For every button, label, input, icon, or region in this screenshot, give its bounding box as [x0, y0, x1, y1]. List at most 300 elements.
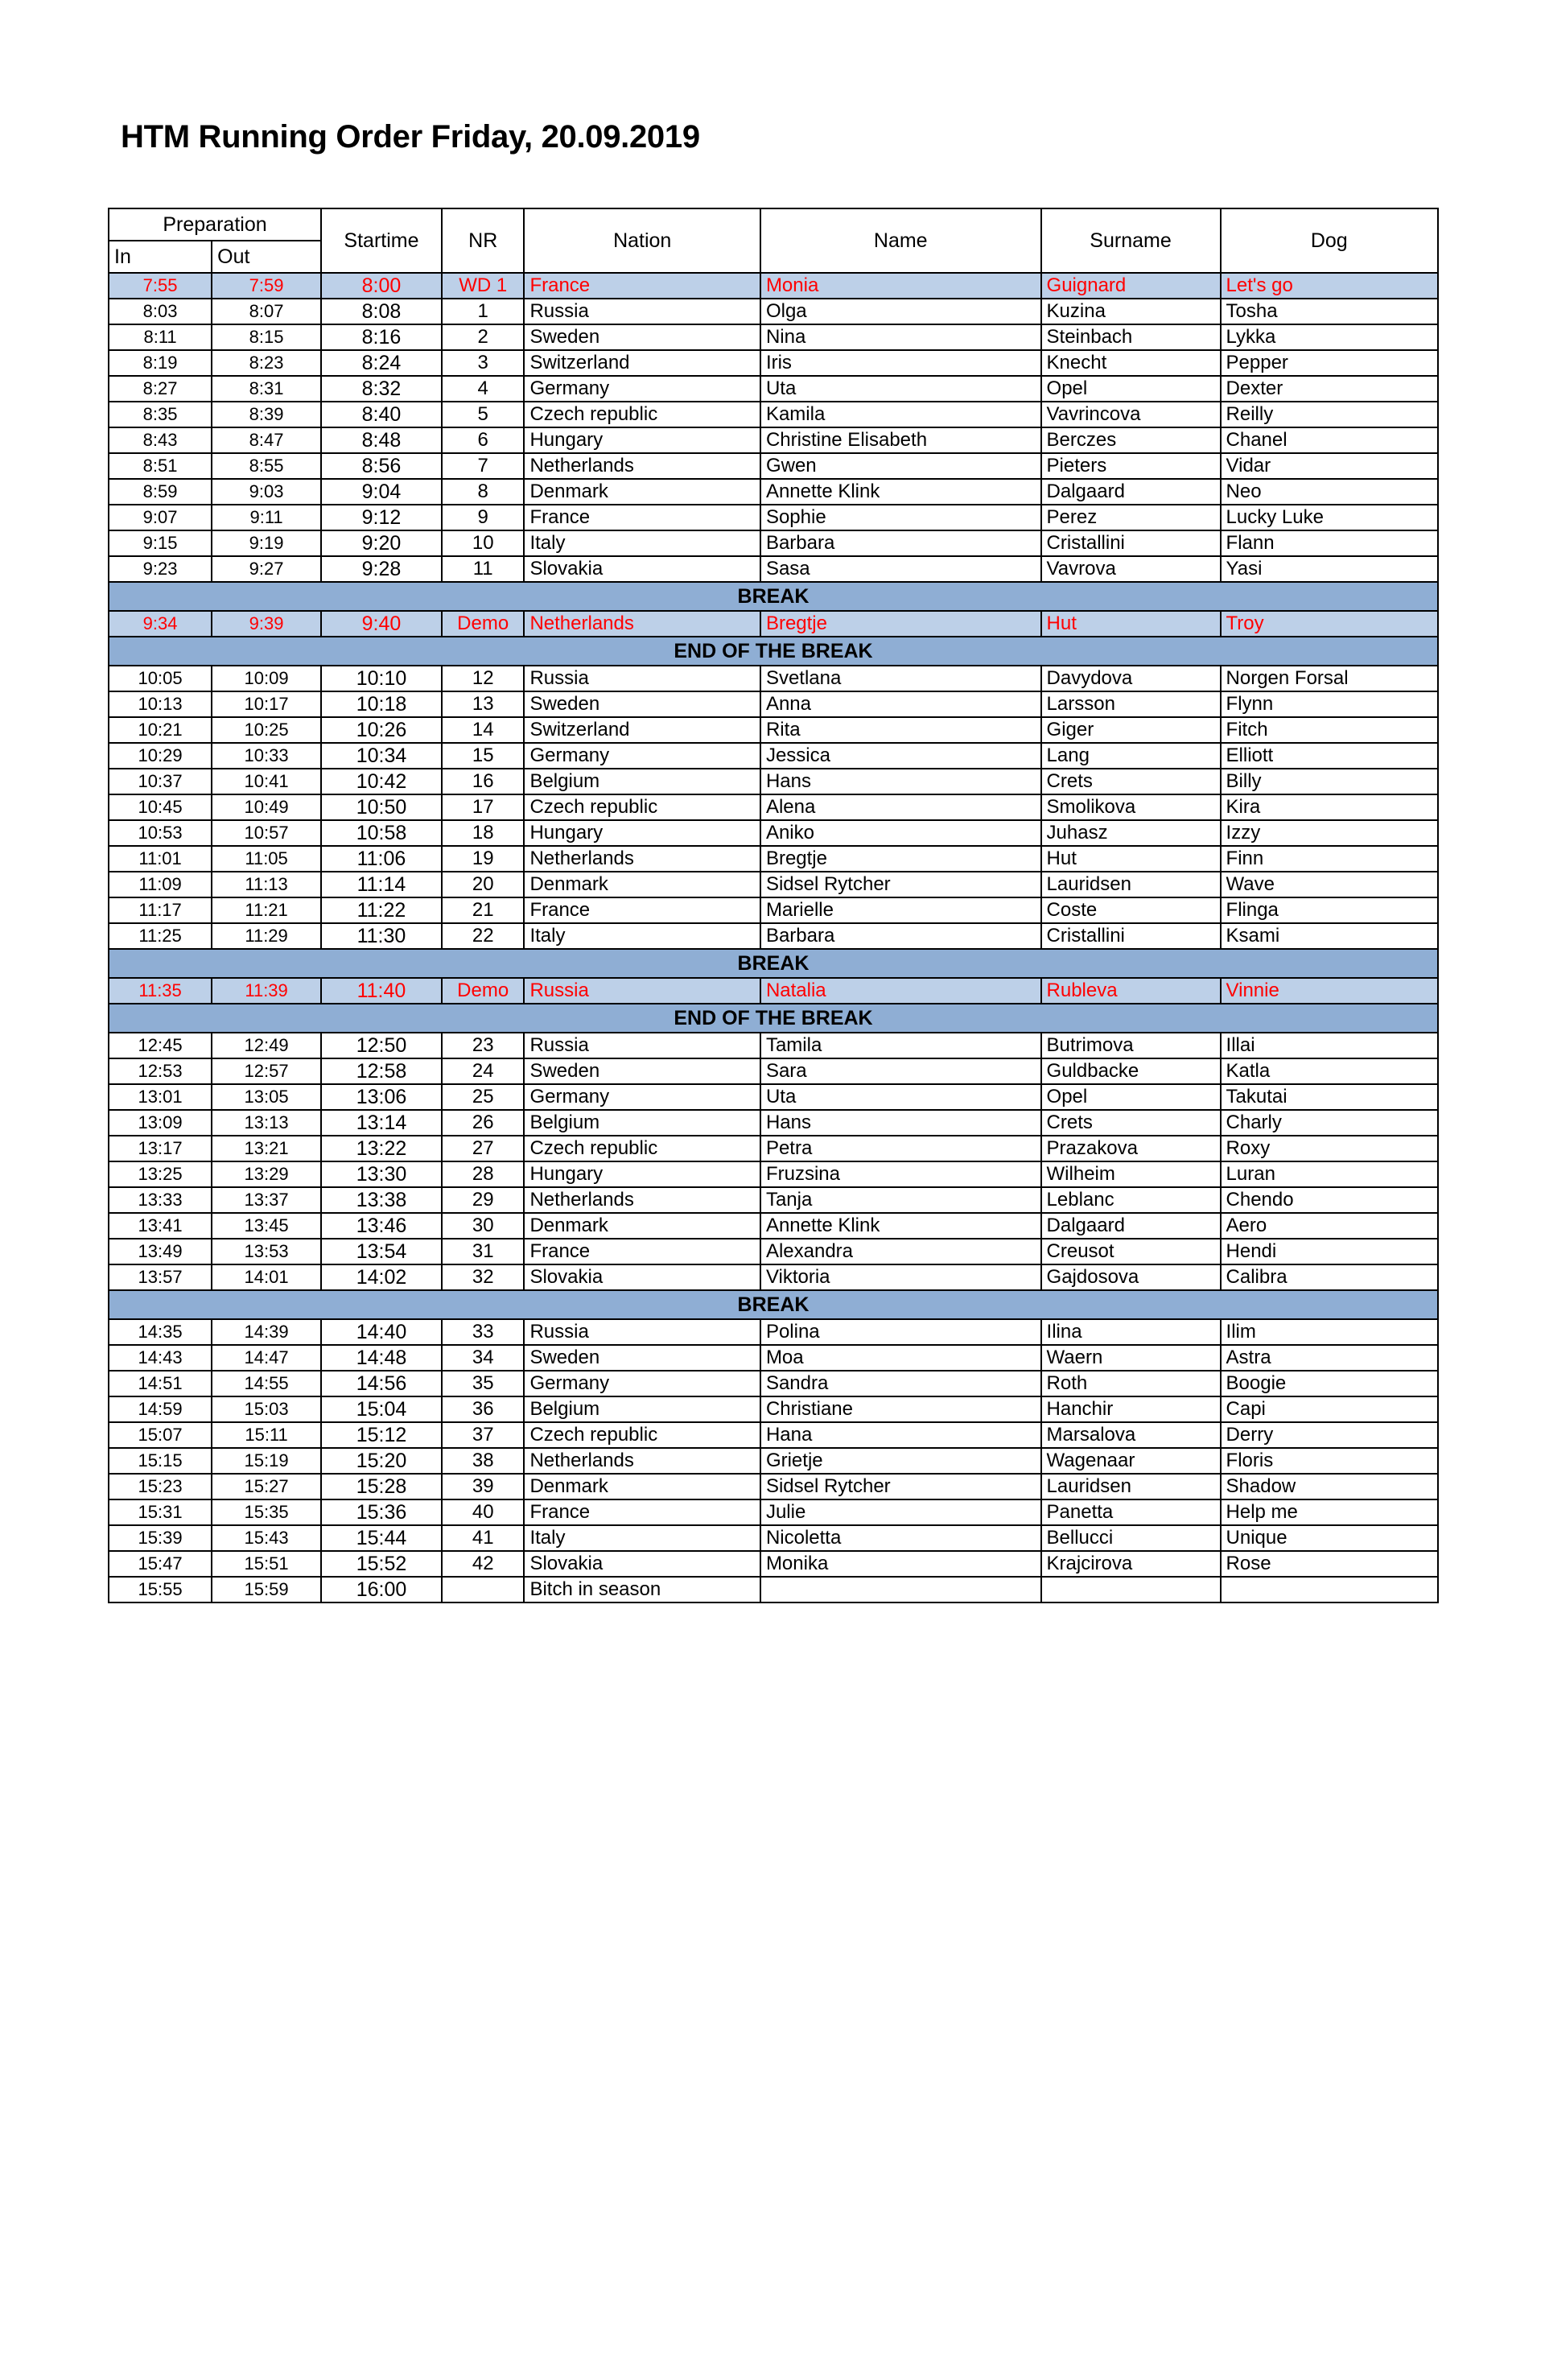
cell-name: Hans	[760, 1110, 1041, 1136]
cell-nation: Russia	[524, 1033, 760, 1058]
column-header-out: Out	[212, 241, 321, 273]
cell-surname: Vavrincova	[1041, 402, 1221, 427]
cell-dog: Capi	[1221, 1396, 1438, 1422]
cell-surname: Ilina	[1041, 1319, 1221, 1345]
break-banner-label: BREAK	[109, 949, 1438, 978]
cell-dog: Finn	[1221, 846, 1438, 872]
cell-nation: Germany	[524, 1084, 760, 1110]
table-row	[109, 1033, 1438, 1058]
cell-nr: 13	[442, 691, 525, 717]
cell-surname: Bellucci	[1041, 1525, 1221, 1551]
cell-nation: Italy	[524, 530, 760, 556]
table-header	[109, 208, 1438, 273]
cell-prep-in: 13:49	[109, 1239, 212, 1264]
cell-nation: Hungary	[524, 427, 760, 453]
cell-prep-out: 10:57	[212, 820, 321, 846]
cell-name: Alexandra	[760, 1239, 1041, 1264]
cell-prep-in: 15:39	[109, 1525, 212, 1551]
cell-nation: Russia	[524, 299, 760, 324]
cell-name: Polina	[760, 1319, 1041, 1345]
cell-nation: France	[524, 273, 760, 299]
table-row	[109, 666, 1438, 691]
cell-nation: Netherlands	[524, 1187, 760, 1213]
cell-startime: 10:58	[321, 820, 442, 846]
cell-surname: Creusot	[1041, 1239, 1221, 1264]
cell-name: Nicoletta	[760, 1525, 1041, 1551]
cell-name: Natalia	[760, 978, 1041, 1004]
cell-prep-out: 15:43	[212, 1525, 321, 1551]
cell-nation: Italy	[524, 1525, 760, 1551]
cell-nr: 24	[442, 1058, 525, 1084]
cell-startime: 11:30	[321, 923, 442, 949]
cell-prep-out: 8:55	[212, 453, 321, 479]
column-header-dog: Dog	[1221, 208, 1438, 273]
cell-nation: Sweden	[524, 1058, 760, 1084]
cell-nation: Belgium	[524, 1110, 760, 1136]
cell-dog: Fitch	[1221, 717, 1438, 743]
column-header-in: In	[109, 241, 212, 273]
cell-prep-in: 13:57	[109, 1264, 212, 1290]
cell-surname: Dalgaard	[1041, 479, 1221, 505]
cell-prep-in: 10:21	[109, 717, 212, 743]
cell-dog: Norgen Forsal	[1221, 666, 1438, 691]
cell-surname: Davydova	[1041, 666, 1221, 691]
cell-dog: Tosha	[1221, 299, 1438, 324]
table-body	[109, 273, 1438, 1602]
cell-prep-in: 14:43	[109, 1345, 212, 1371]
table-row	[109, 1319, 1438, 1345]
cell-startime: 15:04	[321, 1396, 442, 1422]
cell-nr: 28	[442, 1161, 525, 1187]
cell-name: Fruzsina	[760, 1161, 1041, 1187]
cell-prep-out: 12:49	[212, 1033, 321, 1058]
cell-prep-in: 8:27	[109, 376, 212, 402]
cell-nr: 17	[442, 794, 525, 820]
cell-startime: 15:20	[321, 1448, 442, 1474]
cell-name: Hana	[760, 1422, 1041, 1448]
cell-surname: Cristallini	[1041, 923, 1221, 949]
cell-dog: Reilly	[1221, 402, 1438, 427]
cell-dog: Pepper	[1221, 350, 1438, 376]
cell-prep-out: 8:15	[212, 324, 321, 350]
cell-name: Bregtje	[760, 611, 1041, 637]
break-banner-row	[109, 1004, 1438, 1033]
table-row	[109, 479, 1438, 505]
cell-surname: Crets	[1041, 1110, 1221, 1136]
cell-prep-in: 8:35	[109, 402, 212, 427]
cell-name: Marielle	[760, 897, 1041, 923]
cell-nation: Italy	[524, 923, 760, 949]
cell-dog: Charly	[1221, 1110, 1438, 1136]
cell-prep-out: 13:45	[212, 1213, 321, 1239]
cell-startime: 13:38	[321, 1187, 442, 1213]
cell-prep-in: 15:55	[109, 1577, 212, 1602]
cell-startime: 15:36	[321, 1499, 442, 1525]
cell-surname: Hut	[1041, 846, 1221, 872]
cell-startime: 15:12	[321, 1422, 442, 1448]
cell-surname	[1041, 1577, 1221, 1602]
cell-surname: Knecht	[1041, 350, 1221, 376]
cell-nation: Sweden	[524, 1345, 760, 1371]
cell-nr: 21	[442, 897, 525, 923]
cell-startime: 8:24	[321, 350, 442, 376]
cell-prep-in: 15:47	[109, 1551, 212, 1577]
table-row	[109, 691, 1438, 717]
column-header-surname: Surname	[1041, 208, 1221, 273]
cell-nr: 2	[442, 324, 525, 350]
cell-prep-in: 8:59	[109, 479, 212, 505]
cell-startime: 9:20	[321, 530, 442, 556]
cell-nr: 22	[442, 923, 525, 949]
cell-nr: 7	[442, 453, 525, 479]
cell-name: Sasa	[760, 556, 1041, 582]
cell-dog: Vinnie	[1221, 978, 1438, 1004]
cell-nr: 20	[442, 872, 525, 897]
cell-nr: 32	[442, 1264, 525, 1290]
cell-dog: Luran	[1221, 1161, 1438, 1187]
cell-prep-out: 13:37	[212, 1187, 321, 1213]
table-row	[109, 1577, 1438, 1602]
cell-prep-in: 9:07	[109, 505, 212, 530]
cell-startime: 10:42	[321, 769, 442, 794]
cell-dog: Chanel	[1221, 427, 1438, 453]
cell-nation: Czech republic	[524, 402, 760, 427]
cell-dog: Derry	[1221, 1422, 1438, 1448]
cell-prep-in: 13:25	[109, 1161, 212, 1187]
cell-prep-out: 15:59	[212, 1577, 321, 1602]
cell-dog: Neo	[1221, 479, 1438, 505]
column-header-nr: NR	[442, 208, 525, 273]
cell-dog: Lykka	[1221, 324, 1438, 350]
cell-surname: Butrimova	[1041, 1033, 1221, 1058]
cell-startime: 10:26	[321, 717, 442, 743]
cell-nr: 26	[442, 1110, 525, 1136]
cell-startime: 15:52	[321, 1551, 442, 1577]
break-banner-label: END OF THE BREAK	[109, 637, 1438, 666]
cell-prep-out: 10:25	[212, 717, 321, 743]
table-row	[109, 978, 1438, 1004]
table-row	[109, 556, 1438, 582]
cell-nation: Germany	[524, 743, 760, 769]
cell-dog: Izzy	[1221, 820, 1438, 846]
cell-surname: Wilheim	[1041, 1161, 1221, 1187]
table-row	[109, 324, 1438, 350]
cell-prep-out: 9:27	[212, 556, 321, 582]
cell-dog: Roxy	[1221, 1136, 1438, 1161]
cell-prep-out: 7:59	[212, 273, 321, 299]
cell-surname: Cristallini	[1041, 530, 1221, 556]
cell-nr: 36	[442, 1396, 525, 1422]
cell-prep-in: 14:59	[109, 1396, 212, 1422]
cell-surname: Gajdosova	[1041, 1264, 1221, 1290]
column-header-name: Name	[760, 208, 1041, 273]
cell-startime: 10:50	[321, 794, 442, 820]
cell-surname: Waern	[1041, 1345, 1221, 1371]
cell-prep-out: 14:39	[212, 1319, 321, 1345]
cell-nr: 4	[442, 376, 525, 402]
cell-nr: 18	[442, 820, 525, 846]
table-row	[109, 1187, 1438, 1213]
break-banner-row	[109, 637, 1438, 666]
cell-startime: 10:18	[321, 691, 442, 717]
cell-surname: Guignard	[1041, 273, 1221, 299]
cell-name: Kamila	[760, 402, 1041, 427]
cell-prep-in: 9:23	[109, 556, 212, 582]
cell-prep-out: 11:21	[212, 897, 321, 923]
cell-surname: Juhasz	[1041, 820, 1221, 846]
table-row	[109, 427, 1438, 453]
table-row	[109, 1499, 1438, 1525]
cell-name: Rita	[760, 717, 1041, 743]
cell-startime: 14:02	[321, 1264, 442, 1290]
column-header-startime: Startime	[321, 208, 442, 273]
cell-nation: Denmark	[524, 479, 760, 505]
cell-prep-out: 15:35	[212, 1499, 321, 1525]
cell-nr: 11	[442, 556, 525, 582]
cell-prep-in: 8:03	[109, 299, 212, 324]
cell-surname: Giger	[1041, 717, 1221, 743]
cell-prep-out: 9:39	[212, 611, 321, 637]
cell-nation: France	[524, 897, 760, 923]
cell-prep-in: 7:55	[109, 273, 212, 299]
cell-prep-in: 11:01	[109, 846, 212, 872]
cell-surname: Guldbacke	[1041, 1058, 1221, 1084]
cell-nr: 29	[442, 1187, 525, 1213]
cell-dog: Vidar	[1221, 453, 1438, 479]
cell-nation: Sweden	[524, 324, 760, 350]
cell-prep-out: 13:05	[212, 1084, 321, 1110]
cell-name: Nina	[760, 324, 1041, 350]
cell-nr: 38	[442, 1448, 525, 1474]
cell-name: Gwen	[760, 453, 1041, 479]
cell-nation: Sweden	[524, 691, 760, 717]
cell-dog: Ksami	[1221, 923, 1438, 949]
cell-surname: Vavrova	[1041, 556, 1221, 582]
table-row	[109, 453, 1438, 479]
table-row	[109, 350, 1438, 376]
cell-name: Sidsel Rytcher	[760, 1474, 1041, 1499]
cell-prep-in: 8:43	[109, 427, 212, 453]
cell-nation: Denmark	[524, 1213, 760, 1239]
cell-nr: 41	[442, 1525, 525, 1551]
cell-nr: 14	[442, 717, 525, 743]
cell-nr: 31	[442, 1239, 525, 1264]
cell-name: Sara	[760, 1058, 1041, 1084]
table-row	[109, 1448, 1438, 1474]
table-row	[109, 376, 1438, 402]
cell-name: Grietje	[760, 1448, 1041, 1474]
cell-nation: Slovakia	[524, 556, 760, 582]
cell-name: Bregtje	[760, 846, 1041, 872]
break-banner-row	[109, 582, 1438, 611]
cell-surname: Pieters	[1041, 453, 1221, 479]
cell-surname: Roth	[1041, 1371, 1221, 1396]
cell-name: Uta	[760, 1084, 1041, 1110]
cell-prep-out: 11:05	[212, 846, 321, 872]
cell-surname: Panetta	[1041, 1499, 1221, 1525]
cell-nation: Czech republic	[524, 1422, 760, 1448]
cell-name: Petra	[760, 1136, 1041, 1161]
cell-startime: 11:22	[321, 897, 442, 923]
cell-prep-out: 11:29	[212, 923, 321, 949]
cell-surname: Opel	[1041, 376, 1221, 402]
cell-nation: Netherlands	[524, 453, 760, 479]
cell-surname: Wagenaar	[1041, 1448, 1221, 1474]
cell-surname: Prazakova	[1041, 1136, 1221, 1161]
cell-prep-in: 11:17	[109, 897, 212, 923]
cell-prep-out: 8:39	[212, 402, 321, 427]
table-row	[109, 923, 1438, 949]
cell-dog: Ilim	[1221, 1319, 1438, 1345]
table-row	[109, 717, 1438, 743]
break-banner-row	[109, 1290, 1438, 1319]
cell-prep-in: 10:45	[109, 794, 212, 820]
cell-nation: Belgium	[524, 1396, 760, 1422]
cell-startime: 11:06	[321, 846, 442, 872]
cell-surname: Lauridsen	[1041, 1474, 1221, 1499]
cell-name: Viktoria	[760, 1264, 1041, 1290]
cell-prep-in: 15:31	[109, 1499, 212, 1525]
cell-name: Tamila	[760, 1033, 1041, 1058]
cell-name: Aniko	[760, 820, 1041, 846]
cell-startime: 15:28	[321, 1474, 442, 1499]
cell-dog: Flynn	[1221, 691, 1438, 717]
cell-startime: 13:06	[321, 1084, 442, 1110]
cell-prep-out: 14:55	[212, 1371, 321, 1396]
cell-surname: Opel	[1041, 1084, 1221, 1110]
table-row	[109, 1396, 1438, 1422]
table-row	[109, 769, 1438, 794]
cell-prep-out: 15:11	[212, 1422, 321, 1448]
cell-prep-out: 9:19	[212, 530, 321, 556]
table-row	[109, 1239, 1438, 1264]
cell-name: Anna	[760, 691, 1041, 717]
table-row	[109, 1474, 1438, 1499]
cell-prep-in: 13:17	[109, 1136, 212, 1161]
table-row	[109, 1345, 1438, 1371]
cell-prep-in: 10:05	[109, 666, 212, 691]
cell-dog: Hendi	[1221, 1239, 1438, 1264]
cell-surname: Kuzina	[1041, 299, 1221, 324]
cell-dog: Boogie	[1221, 1371, 1438, 1396]
cell-nation: France	[524, 1239, 760, 1264]
cell-surname: Leblanc	[1041, 1187, 1221, 1213]
table-row	[109, 897, 1438, 923]
table-row	[109, 273, 1438, 299]
cell-prep-in: 12:45	[109, 1033, 212, 1058]
cell-nr: 5	[442, 402, 525, 427]
cell-prep-in: 13:01	[109, 1084, 212, 1110]
cell-prep-in: 8:11	[109, 324, 212, 350]
cell-name: Monika	[760, 1551, 1041, 1577]
cell-surname: Steinbach	[1041, 324, 1221, 350]
cell-startime: 13:54	[321, 1239, 442, 1264]
cell-name: Barbara	[760, 530, 1041, 556]
cell-startime: 8:16	[321, 324, 442, 350]
cell-dog: Wave	[1221, 872, 1438, 897]
cell-prep-out: 15:27	[212, 1474, 321, 1499]
cell-name: Jessica	[760, 743, 1041, 769]
cell-prep-in: 10:37	[109, 769, 212, 794]
cell-name: Moa	[760, 1345, 1041, 1371]
cell-nr: 37	[442, 1422, 525, 1448]
cell-startime: 10:34	[321, 743, 442, 769]
header-row-top	[109, 208, 1438, 241]
table-row	[109, 1058, 1438, 1084]
cell-prep-out: 10:41	[212, 769, 321, 794]
cell-startime: 10:10	[321, 666, 442, 691]
cell-startime: 9:04	[321, 479, 442, 505]
cell-nation: Slovakia	[524, 1551, 760, 1577]
break-banner-label: BREAK	[109, 582, 1438, 611]
cell-prep-out: 10:33	[212, 743, 321, 769]
cell-nr: 23	[442, 1033, 525, 1058]
cell-dog: Aero	[1221, 1213, 1438, 1239]
cell-nation: Slovakia	[524, 1264, 760, 1290]
cell-prep-out: 10:09	[212, 666, 321, 691]
cell-prep-out: 11:39	[212, 978, 321, 1004]
cell-name: Uta	[760, 376, 1041, 402]
cell-prep-in: 13:41	[109, 1213, 212, 1239]
cell-startime: 8:48	[321, 427, 442, 453]
cell-nation: Hungary	[524, 1161, 760, 1187]
cell-prep-in: 14:35	[109, 1319, 212, 1345]
cell-prep-out: 15:51	[212, 1551, 321, 1577]
cell-nation: France	[524, 1499, 760, 1525]
cell-dog: Shadow	[1221, 1474, 1438, 1499]
running-order-table	[108, 208, 1439, 1603]
cell-nation: Russia	[524, 1319, 760, 1345]
table-row	[109, 743, 1438, 769]
cell-nr: 6	[442, 427, 525, 453]
cell-nation: Hungary	[524, 820, 760, 846]
cell-prep-out: 8:07	[212, 299, 321, 324]
table-row	[109, 1110, 1438, 1136]
cell-dog: Flann	[1221, 530, 1438, 556]
cell-startime: 11:14	[321, 872, 442, 897]
cell-nation: Bitch in season	[524, 1577, 760, 1602]
cell-surname: Marsalova	[1041, 1422, 1221, 1448]
cell-dog: Chendo	[1221, 1187, 1438, 1213]
cell-prep-in: 8:19	[109, 350, 212, 376]
cell-prep-out: 13:21	[212, 1136, 321, 1161]
cell-surname: Lauridsen	[1041, 872, 1221, 897]
cell-prep-in: 10:29	[109, 743, 212, 769]
cell-surname: Larsson	[1041, 691, 1221, 717]
table-row	[109, 1525, 1438, 1551]
cell-prep-in: 15:23	[109, 1474, 212, 1499]
break-banner-row	[109, 949, 1438, 978]
cell-dog: Calibra	[1221, 1264, 1438, 1290]
cell-nr	[442, 1577, 525, 1602]
cell-prep-in: 8:51	[109, 453, 212, 479]
table-row	[109, 1371, 1438, 1396]
cell-prep-in: 11:09	[109, 872, 212, 897]
cell-prep-out: 14:47	[212, 1345, 321, 1371]
cell-prep-out: 11:13	[212, 872, 321, 897]
cell-dog: Illai	[1221, 1033, 1438, 1058]
cell-nr: 1	[442, 299, 525, 324]
cell-name	[760, 1577, 1041, 1602]
cell-prep-out: 8:31	[212, 376, 321, 402]
cell-dog: Flinga	[1221, 897, 1438, 923]
cell-prep-in: 15:07	[109, 1422, 212, 1448]
cell-nation: France	[524, 505, 760, 530]
cell-startime: 8:00	[321, 273, 442, 299]
cell-startime: 15:44	[321, 1525, 442, 1551]
cell-surname: Smolikova	[1041, 794, 1221, 820]
cell-nr: 40	[442, 1499, 525, 1525]
